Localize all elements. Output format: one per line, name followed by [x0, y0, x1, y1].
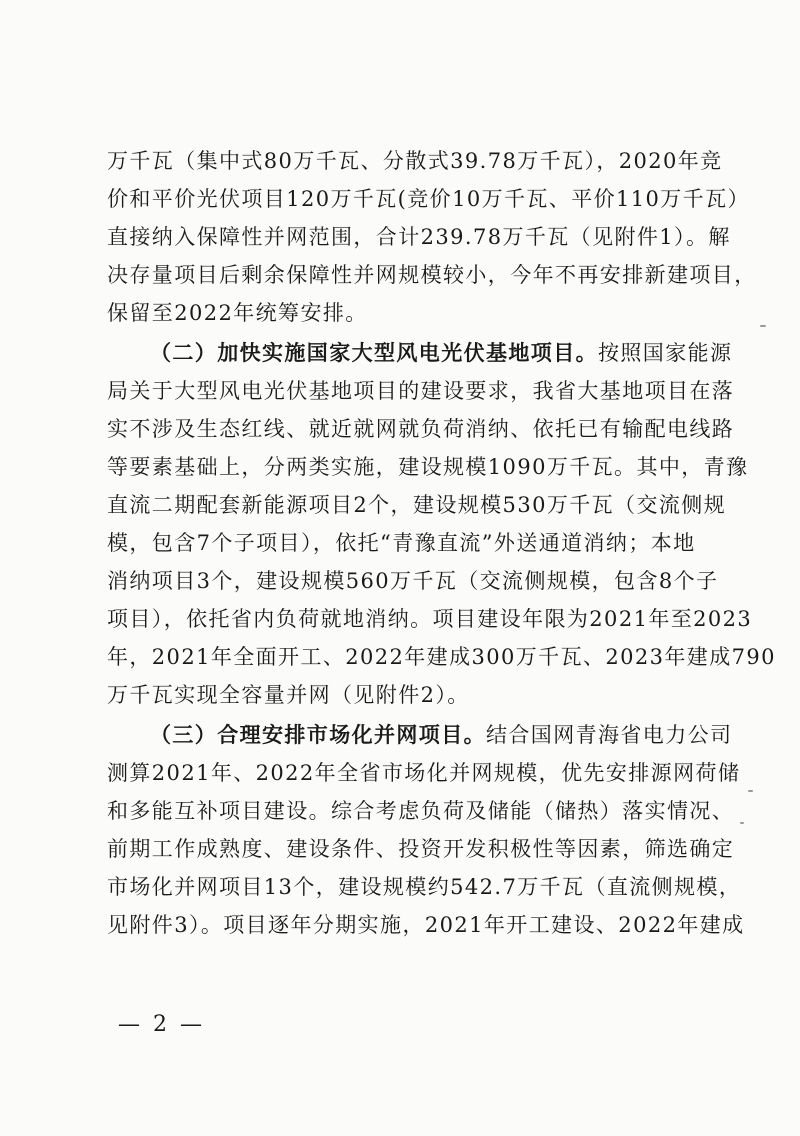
- section-3-first-line-rest: 结合国网青海省电力公司: [486, 723, 733, 747]
- paragraph-line: 实不涉及生态红线、就近就网就负荷消纳、依托已有输配电线路: [107, 417, 735, 441]
- page-number: — 2 —: [118, 1012, 205, 1037]
- scan-speck: [740, 822, 744, 824]
- paragraph-line: 万千瓦（集中式80万千瓦、分散式39.78万千瓦），2020年竞: [107, 149, 723, 173]
- paragraph-line: 模，包含7个子项目），依托“青豫直流”外送通道消纳；本地: [107, 531, 696, 555]
- paragraph-line: 测算2021年、2022年全省市场化并网规模，优先安排源网荷储: [107, 761, 741, 785]
- paragraph-line: 项目），依托省内负荷就地消纳。项目建设年限为2021年至2023: [107, 607, 753, 631]
- paragraph-line: 价和平价光伏项目120万千瓦(竞价10万千瓦、平价110万千瓦）: [107, 187, 750, 211]
- paragraph-line: 决存量项目后剩余保障性并网规模较小，今年不再安排新建项目，: [107, 263, 757, 287]
- paragraph-line: 前期工作成熟度、建设条件、投资开发积极性等因素，筛选确定: [107, 837, 735, 861]
- paragraph-line: 和多能互补项目建设。综合考虑负荷及储能（储热）落实情况、: [107, 799, 735, 823]
- paragraph-line: 直流二期配套新能源项目2个，建设规模530万千瓦（交流侧规: [107, 493, 727, 517]
- paragraph-line: 等要素基础上，分两类实施，建设规模1090万千瓦。其中，青豫: [107, 455, 749, 479]
- paragraph-line: 万千瓦实现全容量并网（见附件2）。: [107, 683, 470, 707]
- section-3-heading: （三）合理安排市场化并网项目。: [150, 723, 486, 747]
- paragraph-line: 市场化并网项目13个，建设规模约542.7万千瓦（直流侧规模，: [107, 875, 742, 899]
- paragraph-line: 年，2021年全面开工、2022年建成300万千瓦、2023年建成790: [107, 645, 776, 669]
- paragraph-line: 直接纳入保障性并网范围，合计239.78万千瓦（见附件1）。解: [107, 225, 731, 249]
- paragraph-line: 保留至2022年统筹安排。: [107, 301, 368, 325]
- section-2-first-line: [150, 336, 733, 370]
- section-2-first-line-rest: 按照国家能源: [598, 341, 733, 365]
- paragraph-line: 局关于大型风电光伏基地项目的建设要求，我省大基地项目在落: [107, 379, 735, 403]
- paragraph-line: 消纳项目3个，建设规模560万千瓦（交流侧规模，包含8个子: [107, 569, 719, 593]
- scan-speck: [760, 325, 766, 327]
- paragraph-line: 见附件3）。项目逐年分期实施，2021年开工建设、2022年建成: [107, 913, 745, 937]
- scan-speck: [748, 790, 753, 792]
- section-2-heading: （二）加快实施国家大型风电光伏基地项目。: [150, 341, 598, 365]
- section-3-first-line: [150, 718, 733, 752]
